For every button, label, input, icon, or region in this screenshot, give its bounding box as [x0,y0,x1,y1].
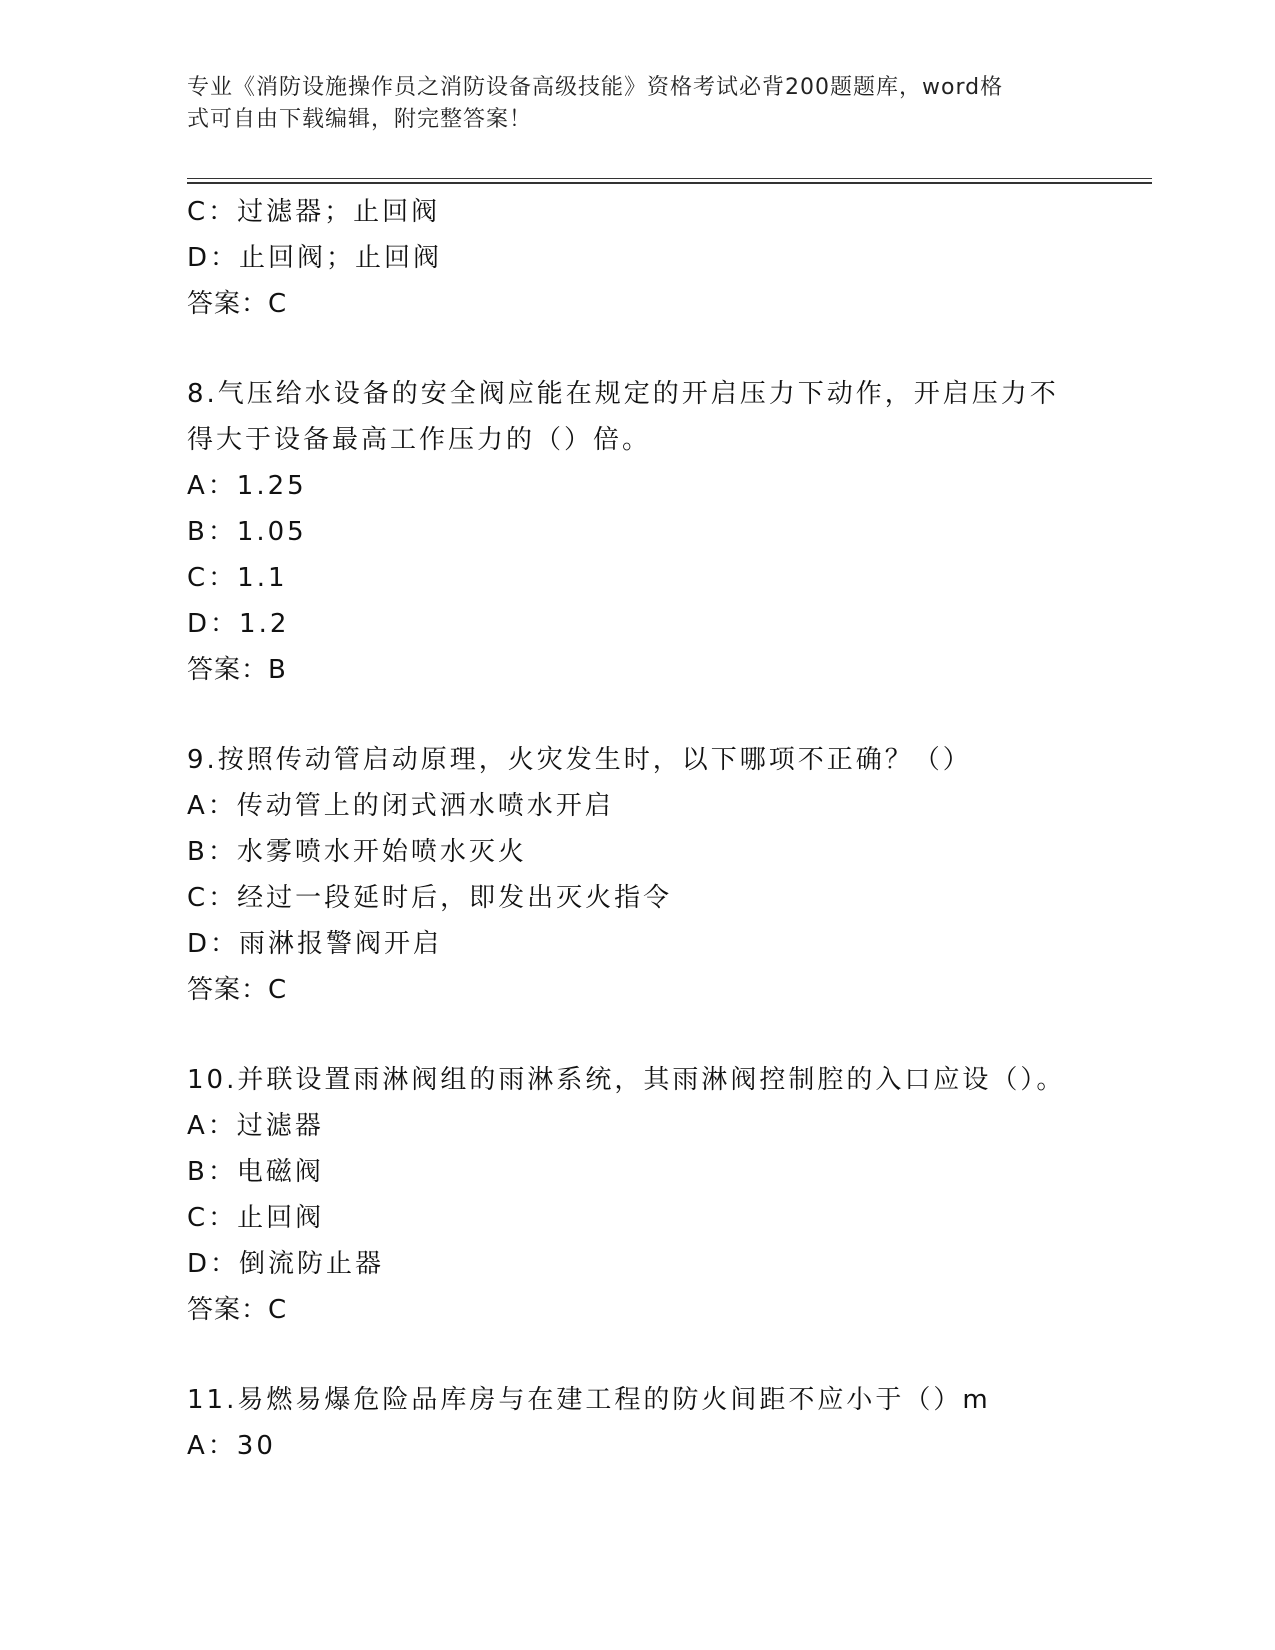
option-c: C：止回阀 [187,1203,325,1233]
header-line-1: 专业《消防设施操作员之消防设备高级技能》资格考试必背200题题库，word格 [187,75,1004,100]
option-a: A：30 [187,1431,276,1461]
header-divider-thick [187,182,1152,184]
answer: 答案：B [187,655,287,685]
question-stem: 9.按照传动管启动原理，火灾发生时，以下哪项不正确？（） [187,745,972,775]
header-divider-thin [187,178,1152,179]
option-c: C：经过一段延时后，即发出灭火指令 [187,883,673,913]
answer: 答案：C [187,289,288,319]
question-stem: 8.气压给水设备的安全阀应能在规定的开启压力下动作，开启压力不 [187,379,1059,409]
document-header [187,72,1067,136]
option-d: D：止回阀；止回阀 [187,243,443,273]
header-line-2: 式可自由下载编辑，附完整答案！ [187,107,533,132]
option-d: D：雨淋报警阀开启 [187,929,443,959]
question-10 [187,1057,1087,1333]
question-9 [187,737,1087,1013]
option-a: A：1.25 [187,471,307,501]
option-b: B：1.05 [187,517,307,547]
answer: 答案：C [187,975,288,1005]
option-b: B：电磁阀 [187,1157,324,1187]
question-11 [187,1377,1087,1469]
option-c: C：过滤器；止回阀 [187,197,441,227]
question-stem: 10.并联设置雨淋阀组的雨淋系统，其雨淋阀控制腔的入口应设（）。 [187,1065,1066,1095]
question-content [187,189,1087,1469]
option-a: A：过滤器 [187,1111,324,1141]
question-8 [187,371,1087,693]
answer: 答案：C [187,1295,288,1325]
option-c: C：1.1 [187,563,288,593]
question-stem-continued: 得大于设备最高工作压力的（）倍。 [187,425,652,455]
option-a: A：传动管上的闭式洒水喷水开启 [187,791,614,821]
option-d: D：1.2 [187,609,290,639]
question-7-fragment [187,189,1087,327]
question-stem: 11.易燃易爆危险品库房与在建工程的防火间距不应小于（）m [187,1385,991,1415]
option-b: B：水雾喷水开始喷水灭火 [187,837,527,867]
option-d: D：倒流防止器 [187,1249,385,1279]
